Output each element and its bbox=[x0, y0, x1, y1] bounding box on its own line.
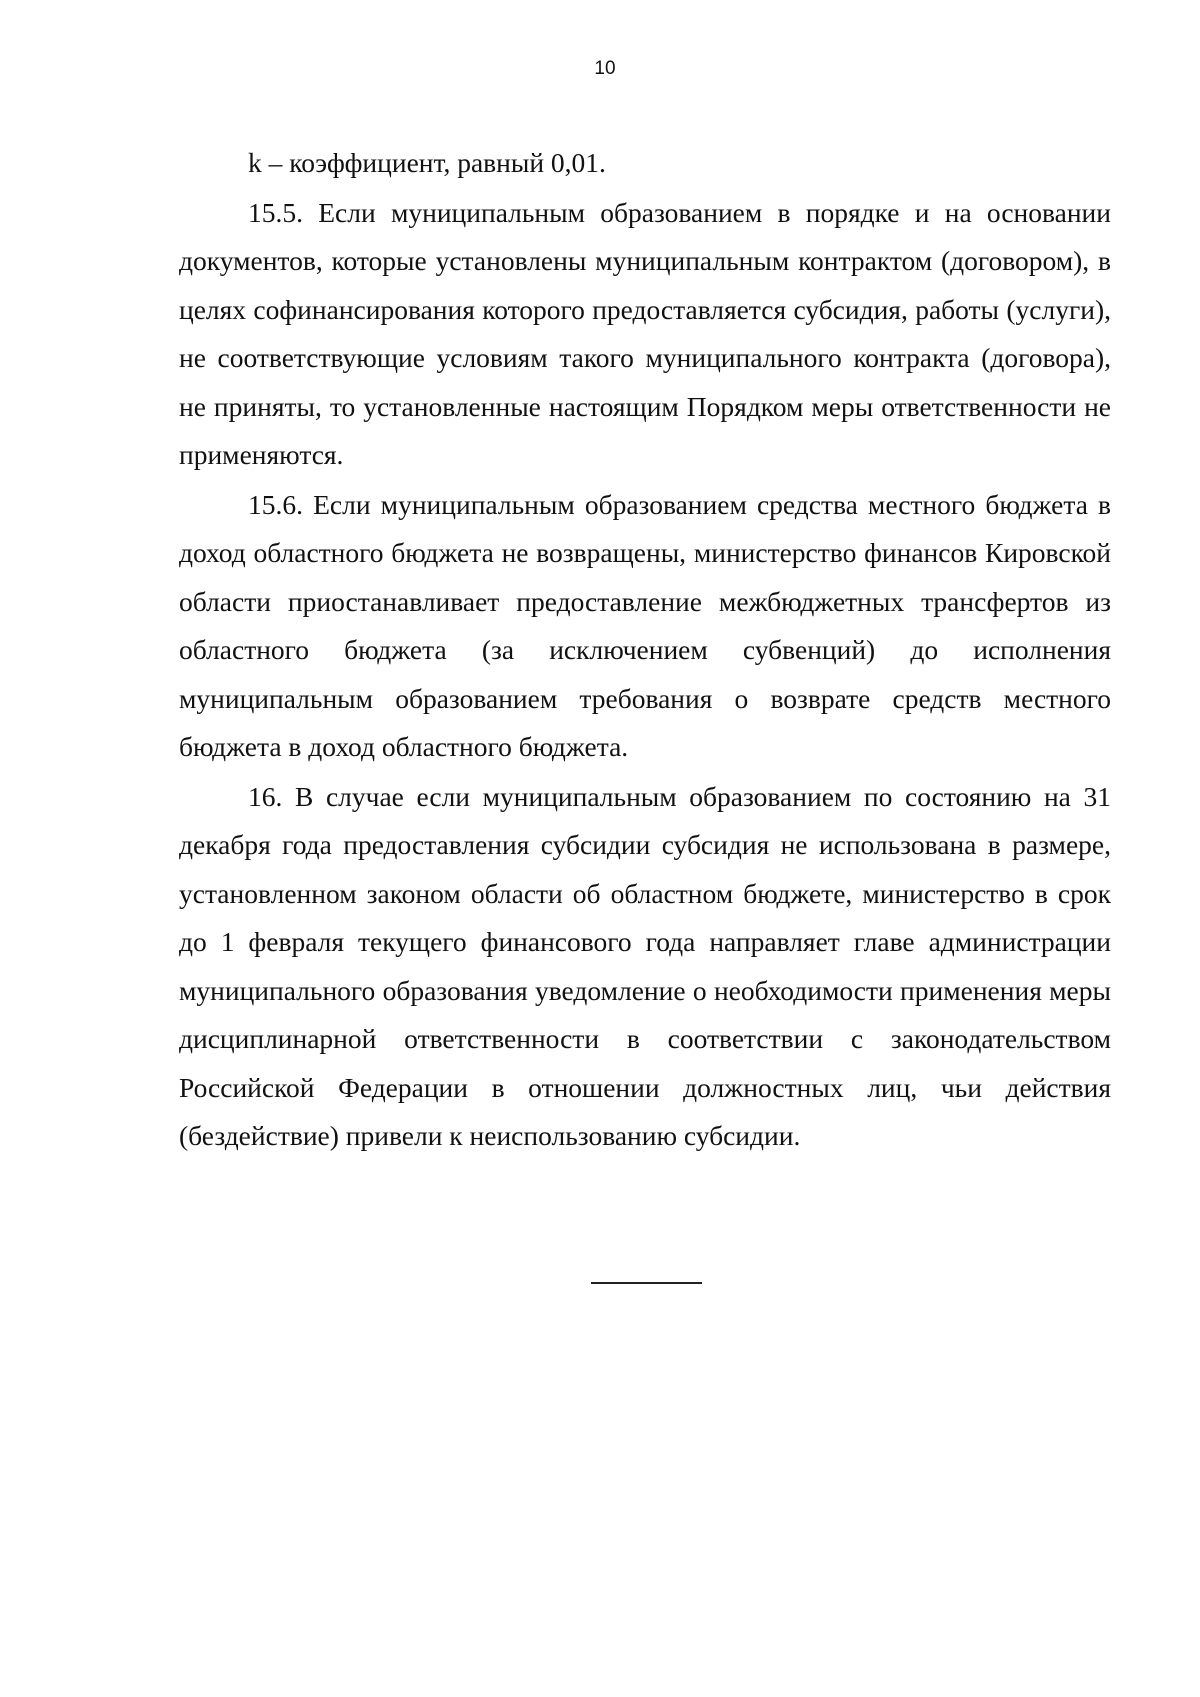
closing-divider-line bbox=[591, 1282, 702, 1284]
paragraph-15-5: 15.5. Если муниципальным образованием в порядке и на основании документов, которые установлены муниципальным контрактом (договором), в целях софинансирования которого предоставляется субсидия, работы (услуги), не соответствующие условиям такого муниципального контракта (договора), не приняты, то установленные настоящим Порядком меры ответственности не применяются. bbox=[179, 196, 1111, 470]
paragraph-16: 16. В случае если муниципальным образованием по состоянию на 31 декабря года предоставления субсидии субсидия не использована в размере, установленном законом области об областном бюджете, министерство в срок до 1 февраля текущего финансового года направляет главе администрации муниципального образования уведомление о необходимости применения меры дисциплинарной ответственности в соответствии с законодательством Российской Федерации в отношении должностных лиц, чьи действия (бездействие) привели к неиспользованию субсидии. bbox=[179, 780, 1111, 1151]
paragraph-15-6: 15.6. Если муниципальным образованием средства местного бюджета в доход областного бюджета не возвращены, министерство финансов Кировской области приостанавливает предоставление межбюджетных трансфертов из областного бюджета (за исключением субвенций) до исполнения муниципальным образованием требования о возврате средств местного бюджета в доход областного бюджета. bbox=[179, 488, 1111, 762]
paragraph-coefficient-definition: k – коэффициент, равный 0,01. bbox=[248, 147, 606, 178]
document-body bbox=[179, 139, 1111, 1162]
page-number: 10 bbox=[594, 58, 616, 79]
